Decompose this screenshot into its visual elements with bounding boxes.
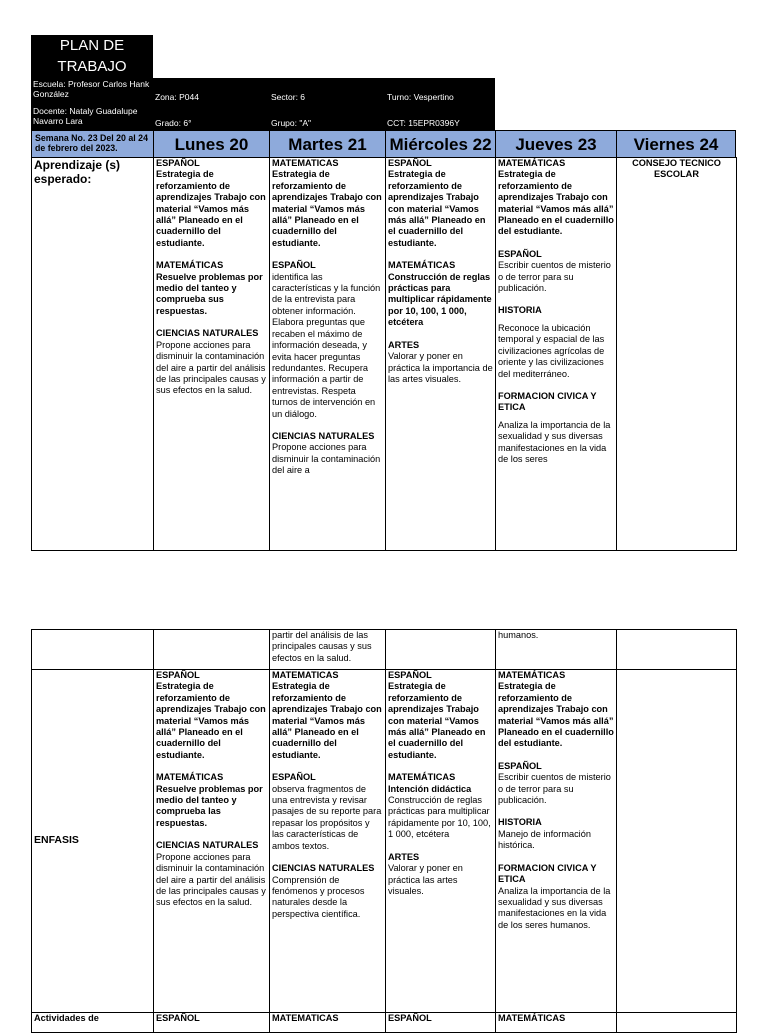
day-header-lunes: Lunes 20 bbox=[153, 130, 270, 158]
enfasis-jueves-hist: Manejo de información histórica. bbox=[498, 828, 591, 851]
miercoles-mat-text: Construcción de reglas prácticas para multiplicar rápidamente por 10, 100, 1 000, etcétera bbox=[388, 271, 492, 328]
estrategia-text: Estrategia de reforzamiento de aprendizajes Trabajo con material “Vamos más allá” Planeado en el cuadernillo del estudiante. bbox=[156, 681, 266, 760]
grupo-cell: Grupo: "A" bbox=[269, 105, 385, 130]
enfasis-lunes bbox=[154, 670, 270, 1013]
subject-matematicas: MATEMÁTICAS bbox=[156, 772, 224, 783]
subject-ciencias: CIENCIAS NATURALES bbox=[156, 840, 259, 851]
actividades-lunes bbox=[154, 1013, 270, 1033]
enfasis-jueves-civ: Analiza la importancia de la sexualidad y sus diversas manifestaciones en la vida de los seres humanos. bbox=[498, 885, 611, 930]
actividades-miercoles bbox=[386, 1013, 496, 1033]
subject-matematicas: MATEMATICAS bbox=[272, 158, 339, 168]
lunes-cn-text: Propone acciones para disminuir la contaminación del aire a partir del análisis de las principales causas y sus efectos en la salud. bbox=[156, 339, 266, 396]
miercoles-art-text: Valorar y poner en práctica la importancia de las artes visuales. bbox=[388, 351, 493, 384]
subject-historia: HISTORIA bbox=[498, 305, 542, 316]
aprendizaje-martes bbox=[270, 158, 386, 551]
martes-cn-text: Propone acciones para disminuir la contaminación del aire a bbox=[272, 442, 381, 476]
subject-artes: ARTES bbox=[388, 339, 420, 350]
enfasis-miercoles-art: Valorar y poner en práctica las artes visuales. bbox=[388, 863, 463, 896]
jueves-hist-text: Reconoce la ubicación temporal y espacial de las civilizaciones agrícolas de oriente y las civilizaciones del mediterráneo. bbox=[498, 322, 605, 379]
aprendizaje-label: Aprendizaje (s) esperado: bbox=[34, 158, 121, 186]
aprendizaje-viernes bbox=[617, 158, 737, 551]
turno-cell: Turno: Vespertino bbox=[385, 78, 495, 105]
subject-espanol: ESPAÑOL bbox=[388, 158, 432, 168]
enfasis-miercoles-sub: Intención didáctica bbox=[388, 783, 472, 794]
subject-civica: FORMACION CIVICA Y ETICA bbox=[498, 862, 597, 885]
enfasis-martes-cn: Comprensión de fenómenos y procesos naturales desde la perspectiva científica. bbox=[272, 874, 365, 919]
subject-artes: ARTES bbox=[388, 851, 420, 862]
enfasis-jueves-esp: Escribir cuentos de misterio o de terror para su publicación. bbox=[498, 772, 611, 806]
subject-espanol: ESPAÑOL bbox=[272, 772, 316, 783]
subject-espanol: ESPAÑOL bbox=[156, 670, 200, 680]
subject-espanol: ESPAÑOL bbox=[156, 1013, 200, 1023]
enfasis-miercoles-mat: Construcción de reglas prácticas para multiplicar rápidamente por 10, 100, 1 000, etcétera bbox=[388, 795, 491, 840]
aprendizaje-label-cell bbox=[32, 158, 154, 551]
actividades-row bbox=[32, 1013, 737, 1033]
aprendizaje-table bbox=[31, 157, 737, 551]
zona-cell: Zona: P044 bbox=[153, 78, 269, 105]
aprendizaje-lunes bbox=[154, 158, 270, 551]
estrategia-text: Estrategia de reforzamiento de aprendizajes Trabajo con material “Vamos más allá” Planeado en el cuadernillo del estudiante. bbox=[388, 681, 486, 760]
jueves-civ-text: Analiza la importancia de la sexualidad y sus diversas manifestaciones en la vida de los seres bbox=[498, 419, 611, 464]
aprendizaje-miercoles bbox=[386, 158, 496, 551]
subject-matematicas: MATEMÁTICAS bbox=[388, 772, 456, 783]
day-header-viernes: Viernes 24 bbox=[616, 130, 736, 158]
actividades-viernes bbox=[617, 1013, 737, 1033]
escuela-cell: Escuela: Profesor Carlos Hank González bbox=[31, 78, 153, 105]
enfasis-viernes bbox=[617, 670, 737, 1013]
estrategia-text: Estrategia de reforzamiento de aprendizajes Trabajo con material “Vamos más allá” Planeado en el cuadernillo del estudiante. bbox=[156, 169, 266, 248]
jueves-civ-continuation: humanos. bbox=[498, 630, 539, 640]
actividades-martes bbox=[270, 1013, 386, 1033]
subject-ciencias: CIENCIAS NATURALES bbox=[272, 863, 375, 874]
subject-matematicas: MATEMÁTICAS bbox=[498, 1013, 566, 1023]
estrategia-text: Estrategia de reforzamiento de aprendizajes Trabajo con material “Vamos más allá” Planeado en el cuadernillo del estudiante. bbox=[498, 169, 614, 237]
subject-matematicas: MATEMÁTICAS bbox=[156, 260, 224, 271]
docente-cell: Docente: Nataly Guadalupe Navarro Lara bbox=[31, 105, 153, 130]
cct-cell: CCT: 15EPR0396Y bbox=[385, 105, 495, 130]
enfasis-label: ENFASIS bbox=[34, 834, 79, 847]
subject-matematicas: MATEMÁTICAS bbox=[498, 670, 566, 680]
subject-espanol: ESPAÑOL bbox=[272, 260, 316, 271]
continuation-row bbox=[32, 630, 737, 670]
subject-civica: FORMACION CIVICA Y ETICA bbox=[498, 390, 597, 413]
consejo-tecnico: CONSEJO TECNICO ESCOLAR bbox=[632, 158, 721, 180]
subject-espanol: ESPAÑOL bbox=[156, 158, 200, 168]
enfasis-lunes-mat: Resuelve problemas por medio del tanteo y comprueba las respuestas. bbox=[156, 783, 263, 828]
subject-matematicas: MATEMATICAS bbox=[272, 670, 339, 680]
enfasis-martes bbox=[270, 670, 386, 1013]
aprendizaje-row bbox=[32, 158, 737, 551]
day-header-miercoles: Miércoles 22 bbox=[385, 130, 496, 158]
actividades-jueves bbox=[496, 1013, 617, 1033]
estrategia-text: Estrategia de reforzamiento de aprendizajes Trabajo con material “Vamos más allá” Planeado en el cuadernillo del estudiante. bbox=[272, 169, 382, 248]
subject-matematicas: MATEMATICAS bbox=[272, 1013, 339, 1023]
enfasis-miercoles bbox=[386, 670, 496, 1013]
aprendizaje-jueves bbox=[496, 158, 617, 551]
continuation-jueves bbox=[496, 630, 617, 670]
subject-ciencias: CIENCIAS NATURALES bbox=[272, 430, 375, 441]
actividades-label-cell bbox=[32, 1013, 154, 1033]
day-header-jueves: Jueves 23 bbox=[495, 130, 617, 158]
estrategia-text: Estrategia de reforzamiento de aprendizajes Trabajo con material “Vamos más allá” Planeado en el cuadernillo del estudiante. bbox=[272, 681, 382, 760]
subject-espanol: ESPAÑOL bbox=[388, 1013, 432, 1023]
enfasis-jueves bbox=[496, 670, 617, 1013]
subject-matematicas: MATEMÁTICAS bbox=[388, 260, 456, 271]
enfasis-label-cell bbox=[32, 670, 154, 1013]
sector-cell: Sector: 6 bbox=[269, 78, 385, 105]
continuation-martes bbox=[270, 630, 386, 670]
subject-matematicas: MATEMÁTICAS bbox=[498, 158, 566, 168]
subject-ciencias: CIENCIAS NATURALES bbox=[156, 328, 259, 339]
subject-espanol: ESPAÑOL bbox=[498, 248, 542, 259]
martes-cn-continuation: partir del análisis de las principales causas y sus efectos en la salud. bbox=[272, 630, 372, 663]
jueves-esp-text: Escribir cuentos de misterio o de terror para su publicación. bbox=[498, 260, 611, 294]
estrategia-text: Estrategia de reforzamiento de aprendizajes Trabajo con material “Vamos más allá” Planeado en el cuadernillo del estudiante. bbox=[388, 169, 486, 248]
actividades-label: Actividades de bbox=[34, 1013, 99, 1023]
subject-historia: HISTORIA bbox=[498, 817, 542, 828]
semana-cell: Semana No. 23 Del 20 al 24 de febrero del 2023. bbox=[31, 130, 154, 158]
enfasis-table bbox=[31, 629, 737, 1033]
lunes-mat-text: Resuelve problemas por medio del tanteo y comprueba sus respuestas. bbox=[156, 271, 263, 316]
enfasis-row bbox=[32, 670, 737, 1013]
enfasis-lunes-cn: Propone acciones para disminuir la contaminación del aire a partir del análisis de las principales causas y sus efectos en la salud. bbox=[156, 851, 266, 908]
martes-esp-text: identifica las características y la función de la entrevista para obtener información. Elabora preguntas que recaben el máximo de información deseada, y evita hacer preguntas redundantes. Recupera información a partir de entrevistas. Respeta turnos de intervención en un diálogo. bbox=[272, 271, 381, 419]
subject-espanol: ESPAÑOL bbox=[498, 760, 542, 771]
subject-espanol: ESPAÑOL bbox=[388, 670, 432, 680]
grado-cell: Grado: 6° bbox=[153, 105, 269, 130]
estrategia-text: Estrategia de reforzamiento de aprendizajes Trabajo con material “Vamos más allá” Planeado en el cuadernillo del estudiante. bbox=[498, 681, 614, 749]
day-header-martes: Martes 21 bbox=[269, 130, 386, 158]
plan-title: PLAN DE TRABAJO bbox=[31, 35, 153, 78]
enfasis-martes-esp: observa fragmentos de una entrevista y revisar pasajes de su reporte para repasar los propósitos y las características de ambos textos. bbox=[272, 783, 382, 851]
